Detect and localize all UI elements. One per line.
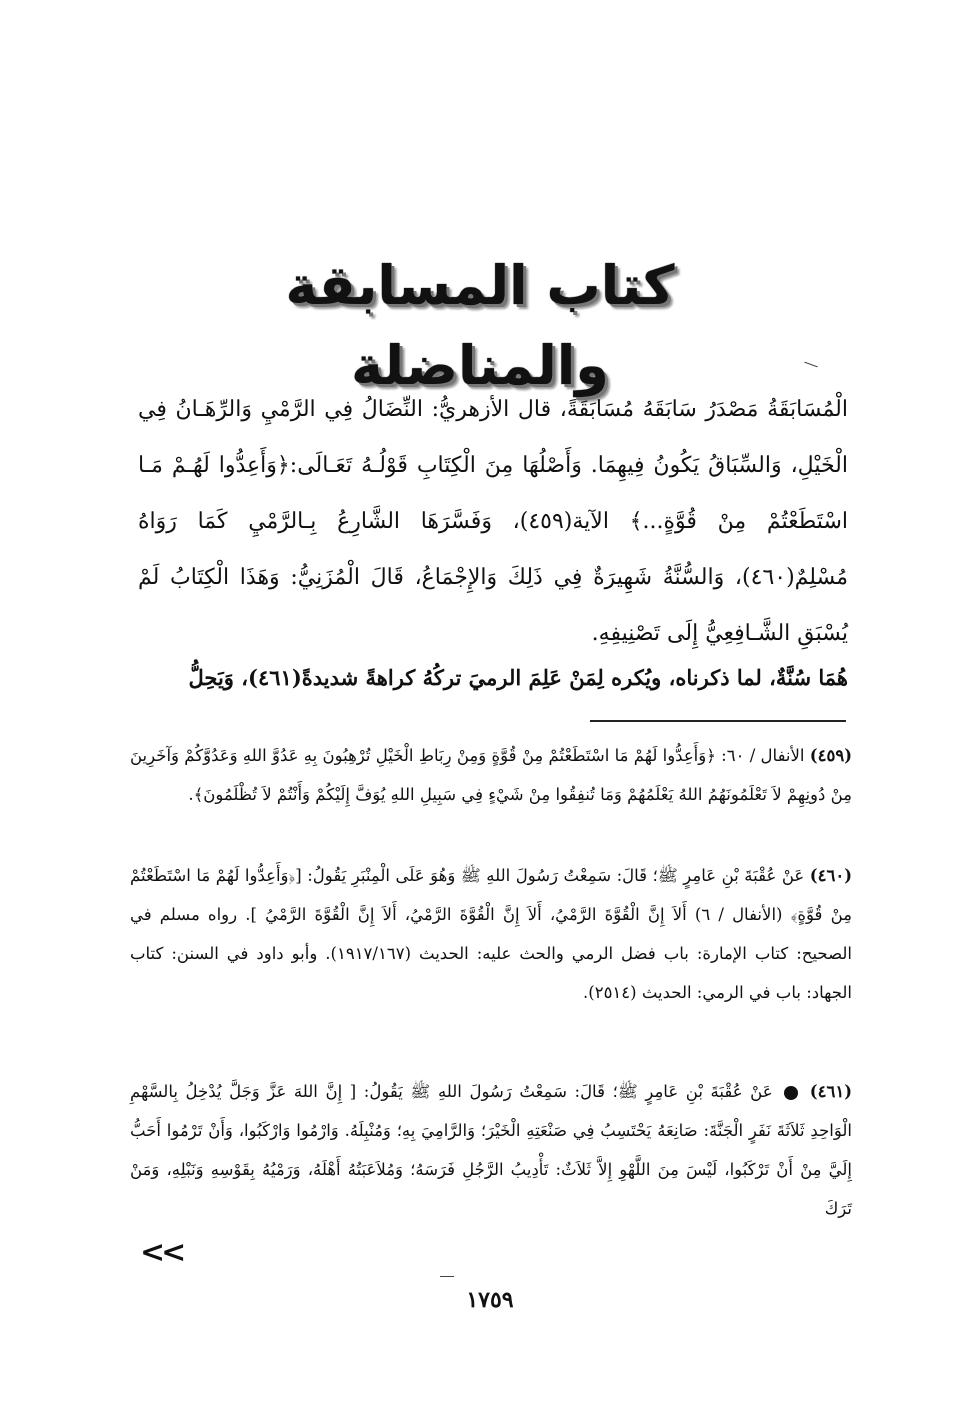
footnote-text: عَنْ عُقْبَةَ بْنِ عَامِرٍ ﷺ؛ قَالَ: سَمِعْتُ رَسُولَ اللهِ ﷺ يَقُولُ: [ إِنَّ اللهَ عَزَّ وَجَلَّ يُدْخِلُ بِالسَّهْمِ الْوَاحِدِ ثَلاَثَةَ نَفَرٍ الْجَنَّةَ: صَانِعَهُ يَحْتَسِبُ فِي صَنْعَتِهِ الْخَيْرَ؛ وَالرَّامِيَ بِهِ؛ وَمُنْبِلَهُ. وَارْمُوا وَارْكَبُوا، وَأَنْ تَرْمُوا أَحَبُّ إِلَيَّ مِنْ أَنْ تَرْكَبُوا، لَيْسَ مِنَ اللَّهْوِ إِلاَّ ثَلاَثٌ: تَأْدِيبُ الرَّجُلِ فَرَسَهُ؛ وَمُلاَعَبَتُهُ أَهْلَهُ، وَرَمْيُهُ بِقَوْسِهِ وَنَبْلِهِ، وَمَنْ تَرَكَ (130, 1082, 852, 1218)
bullet-dot-icon (784, 1086, 798, 1100)
chapter-title: كتاب المسابقة والمناضلة (285, 254, 675, 397)
footnote-text: عَنْ عُقْبَةَ بْنِ عَامِرٍ ﷺ؛ قَالَ: سَمِعْتُ رَسُولَ اللهِ ﷺ وَهُوَ عَلَى الْمِنْبَرِ يَقُولُ: [﴿وَأَعِدُّوا لَهُمْ مَا اسْتَطَعْتُمْ مِنْ قُوَّةٍ﴾ (الأنفال / ٦) أَلاَ إِنَّ الْقُوَّةَ الرَّمْيُ، أَلاَ إِنَّ الْقُوَّةَ الرَّمْيُ، أَلاَ إِنَّ الْقُوَّةَ الرَّمْيُ ]. رواه مسلم في الصحيح: كتاب الإمارة: باب فضل الرمي والحث عليه: الحديث (١٩١٧/١٦٧). وأبو داود في السنن: كتاب الجهاد: باب في الرمي: الحديث (٢٥١٤). (130, 866, 852, 1002)
intro-paragraph: الْمُسَابَقَةُ مَصْدَرُ سَابَقَهُ مُسَابَقَةً، قال الأزهريُّ: النِّضَالُ فِي الرَّمْيِ وَالرِّهَـانُ فِي الْخَيْلِ، وَالسِّبَاقُ يَكُونُ فِيهِمَا. وَأَصْلُهَا مِنَ الْكِتَابِ قَوْلُـهُ تَعَـالَى:﴿وَأَعِدُّوا لَهُـمْ مَـا اسْتَطَعْتُمْ مِنْ قُوَّةٍ...﴾ الآية(٤٥٩)، وَفَسَّرَهَا الشَّارِعُ بِـالرَّمْيِ كَمَا رَوَاهُ مُسْلِمٌ(٤٦٠)، وَالسُّنَّةُ شَهِيرَةٌ فِي ذَلِكَ وَالإِجْمَاعُ، قَالَ الْمُزَنِيُّ: وَهَذَا الْكِتَابُ لَمْ يُسْبَقِ الشَّـافِعِيُّ إِلَى تَصْنِيفِهِ. (138, 397, 848, 646)
footnote-459 (130, 736, 852, 856)
page-number: ١٧٥٩ (466, 1287, 514, 1313)
footnote-text: الأنفال / ٦٠: ﴿وَأَعِدُّوا لَهُمْ مَا اسْتَطَعْتُمْ مِنْ قُوَّةٍ وَمِنْ رِبَاطِ الْخَيْلِ تُرْهِبُونَ بِهِ عَدُوَّ اللهِ وَعَدُوَّكُمْ وَآخَرِينَ مِنْ دُونِهِمْ لاَ تَعْلَمُونَهُمُ اللهُ يَعْلَمُهُمْ وَمَا تُنفِقُوا مِنْ شَيْءٍ فِي سَبِيلِ اللهِ يُوَفَّ إِلَيْكُمْ وَأَنْتُمْ لاَ تُظْلَمُونَ﴾. (130, 746, 852, 804)
continuation-arrows: << (140, 1235, 183, 1270)
footnote-number: (٤٦٠) (809, 866, 852, 885)
margin-mark (804, 362, 817, 368)
footnote-number: (٤٥٩) (809, 746, 852, 765)
page-number-tick (440, 1276, 454, 1277)
ruling-paragraph: هُمَا سُنَّةٌ، لما ذكرناه، ويُكره لِمَنْ عَلِمَ الرميَ تركُهُ كراهةً شديدةً(٤٦١)، وَيَحِلُّ (188, 665, 848, 690)
footnote-461 (130, 1072, 852, 1242)
footnote-460 (130, 856, 852, 1072)
footnote-number: (٤٦١) (809, 1082, 852, 1101)
footnote-separator (590, 720, 846, 722)
